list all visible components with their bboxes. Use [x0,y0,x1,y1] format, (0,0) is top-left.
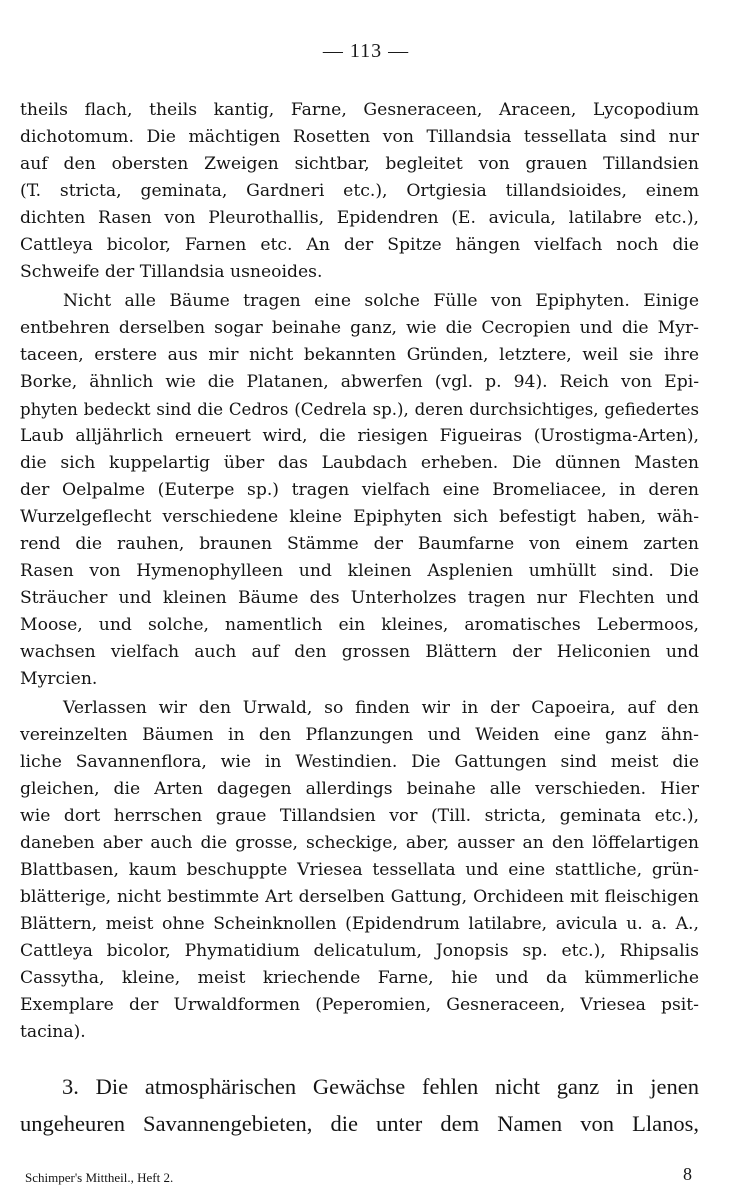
text-line: wie dort herrschen graue Tillandsien vor (Till. stricta, geminata etc.), [20,806,699,826]
text-line: taceen, erstere aus mir nicht bekannten Gründen, letztere, weil sie ihre [20,345,699,365]
text-line: Rasen von Hymenophylleen und kleinen Asplenien umhüllt sind. Die [20,561,699,581]
text-line: Verlassen wir den Urwald, so finden wir in der Capoeira, auf den [63,698,699,718]
text-line: Cassytha, kleine, meist kriechende Farne, hie und da kümmerliche [20,968,699,988]
text-line: Nicht alle Bäume tragen eine solche Fülle von Epiphyten. Einige [63,291,699,311]
text-line: tacina). [20,1022,86,1042]
page-number: — 113 — [322,40,410,62]
text-line: auf den obersten Zweigen sichtbar, begleitet von grauen Tillandsien [20,154,699,174]
text-line: Sträucher und kleinen Bäume des Unterholzes tragen nur Flechten und [20,588,699,608]
sheet-mark: 8 [683,1164,692,1184]
text-line: phyten bedeckt sind die Cedros (Cedrela sp.), deren durchsichtiges, gefiedertes [20,400,699,419]
text-line: Blattbasen, kaum beschuppte Vriesea tessellata und eine stattliche, grün- [20,860,699,880]
text-line: Moose, und solche, namentlich ein kleines, aromatisches Lebermoos, [20,615,699,635]
text-line: vereinzelten Bäumen in den Pflanzungen und Weiden eine ganz ähn- [20,725,699,745]
text-line: daneben aber auch die grosse, scheckige, aber, ausser an den löffelartigen [20,833,699,853]
signature-line: Schimper's Mittheil., Heft 2. [25,1170,174,1185]
text-line: Schweife der Tillandsia usneoides. [20,262,323,282]
text-line: entbehren derselben sogar beinahe ganz, wie die Cecropien und die Myr- [20,318,699,338]
page-footer [25,1164,692,1188]
text-line: Laub alljährlich erneuert wird, die riesigen Figueiras (Urostigma-Arten), [20,426,699,446]
text-line: dichotomum. Die mächtigen Rosetten von Tillandsia tessellata sind nur [20,127,699,147]
text-line: liche Savannenflora, wie in Westindien. Die Gattungen sind meist die [20,752,699,772]
text-line: (T. stricta, geminata, Gardneri etc.), Ortgiesia tillandsioides, einem [20,181,699,201]
text-line: wachsen vielfach auch auf den grossen Blättern der Heliconien und [20,642,699,662]
text-line: blätterige, nicht bestimmte Art derselben Gattung, Orchideen mit fleischigen [20,887,699,907]
text-line: gleichen, die Arten dagegen allerdings beinahe alle verschieden. Hier [20,779,699,799]
text-line: Exemplare der Urwaldformen (Peperomien, Gesneraceen, Vriesea psit- [20,995,699,1015]
text-line: Myrcien. [20,669,98,689]
text-line: 3. Die atmosphärischen Gewächse fehlen nicht ganz in jenen [62,1074,699,1099]
text-line: der Oelpalme (Euterpe sp.) tragen vielfach eine Bromeliacee, in deren [20,480,699,500]
text-line: theils flach, theils kantig, Farne, Gesneraceen, Araceen, Lycopodium [20,100,699,120]
text-line: Borke, ähnlich wie die Platanen, abwerfen (vgl. p. 94). Reich von Epi- [20,372,699,392]
text-line: ungeheuren Savannengebieten, die unter dem Namen von Llanos, [20,1111,699,1136]
text-line: Cattleya bicolor, Phymatidium delicatulum, Jonopsis sp. etc.), Rhipsalis [20,941,699,961]
text-line: Blättern, meist ohne Scheinknollen (Epidendrum latilabre, avicula u. a. A., [20,914,699,934]
text-line: rend die rauhen, braunen Stämme der Baumfarne von einem zarten [20,534,699,554]
text-line: Cattleya bicolor, Farnen etc. An der Spitze hängen vielfach noch die [20,235,699,255]
text-line: die sich kuppelartig über das Laubdach erheben. Die dünnen Masten [20,453,699,473]
text-line: dichten Rasen von Pleurothallis, Epidendren (E. avicula, latilabre etc.), [20,208,699,228]
text-line: Wurzelgeflecht verschiedene kleine Epiphyten sich befestigt haben, wäh- [20,507,699,527]
